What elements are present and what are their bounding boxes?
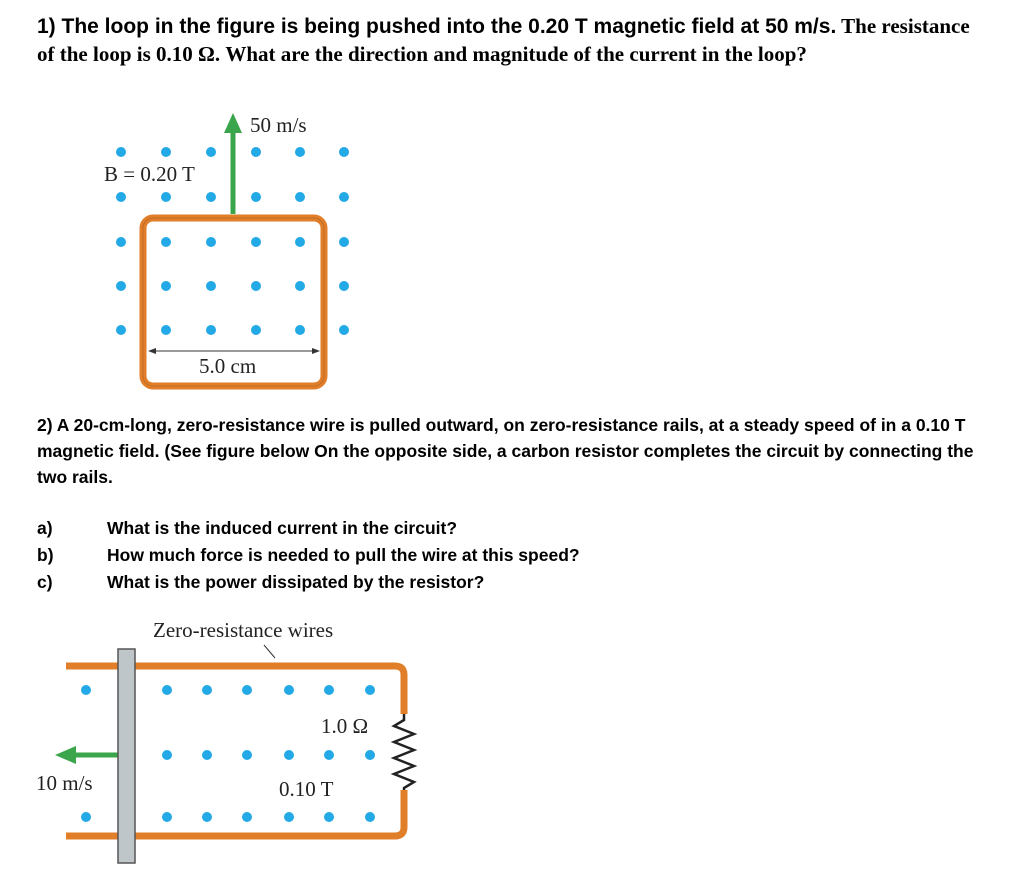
part-c-letter: c)	[37, 572, 53, 592]
figure-1-loop-in-field	[0, 0, 1024, 400]
sliding-wire	[118, 649, 135, 863]
part-a-letter: a)	[37, 518, 53, 538]
part-b-letter: b)	[37, 545, 54, 565]
velocity-label-1: 50 m/s	[250, 113, 307, 137]
velocity-arrow-1	[224, 113, 242, 214]
part-a-question: What is the induced current in the circuit?	[107, 518, 458, 538]
resistance-label: 1.0 Ω	[321, 714, 369, 738]
figure-2-rails-circuit	[0, 600, 1024, 877]
width-label: 5.0 cm	[199, 354, 257, 378]
velocity-label-2: 10 m/s	[36, 771, 93, 795]
carbon-resistor	[394, 714, 414, 790]
problem-1-line-2: of the loop is 0.10 Ω. What are the direction and magnitude of the current in the loop?	[37, 42, 807, 66]
problem-1-line-1-sans: 1) The loop in the figure is being pushed into the 0.20 T magnetic field at 50 m/s.	[37, 15, 837, 38]
part-c-question: What is the power dissipated by the resistor?	[107, 572, 485, 592]
velocity-arrow-2	[55, 746, 118, 764]
part-b-question: How much force is needed to pull the wire at this speed?	[107, 545, 580, 565]
problem-2-text: 2) A 20-cm-long, zero-resistance wire is pulled outward, on zero-resistance rails, at a steady speed of in a 0.10 T magnetic field. (See figure below On the opposite side, a carbon resistor completes the circuit by connecting the two rails.	[37, 415, 974, 487]
zero-resistance-rails	[66, 666, 404, 836]
problem-1-line-1-serif: The resistance	[836, 14, 970, 38]
rails-label-pointer	[264, 645, 275, 658]
rails-label: Zero-resistance wires	[153, 618, 334, 642]
field-label-1: B = 0.20 T	[104, 162, 195, 186]
field-label-2: 0.10 T	[279, 777, 334, 801]
